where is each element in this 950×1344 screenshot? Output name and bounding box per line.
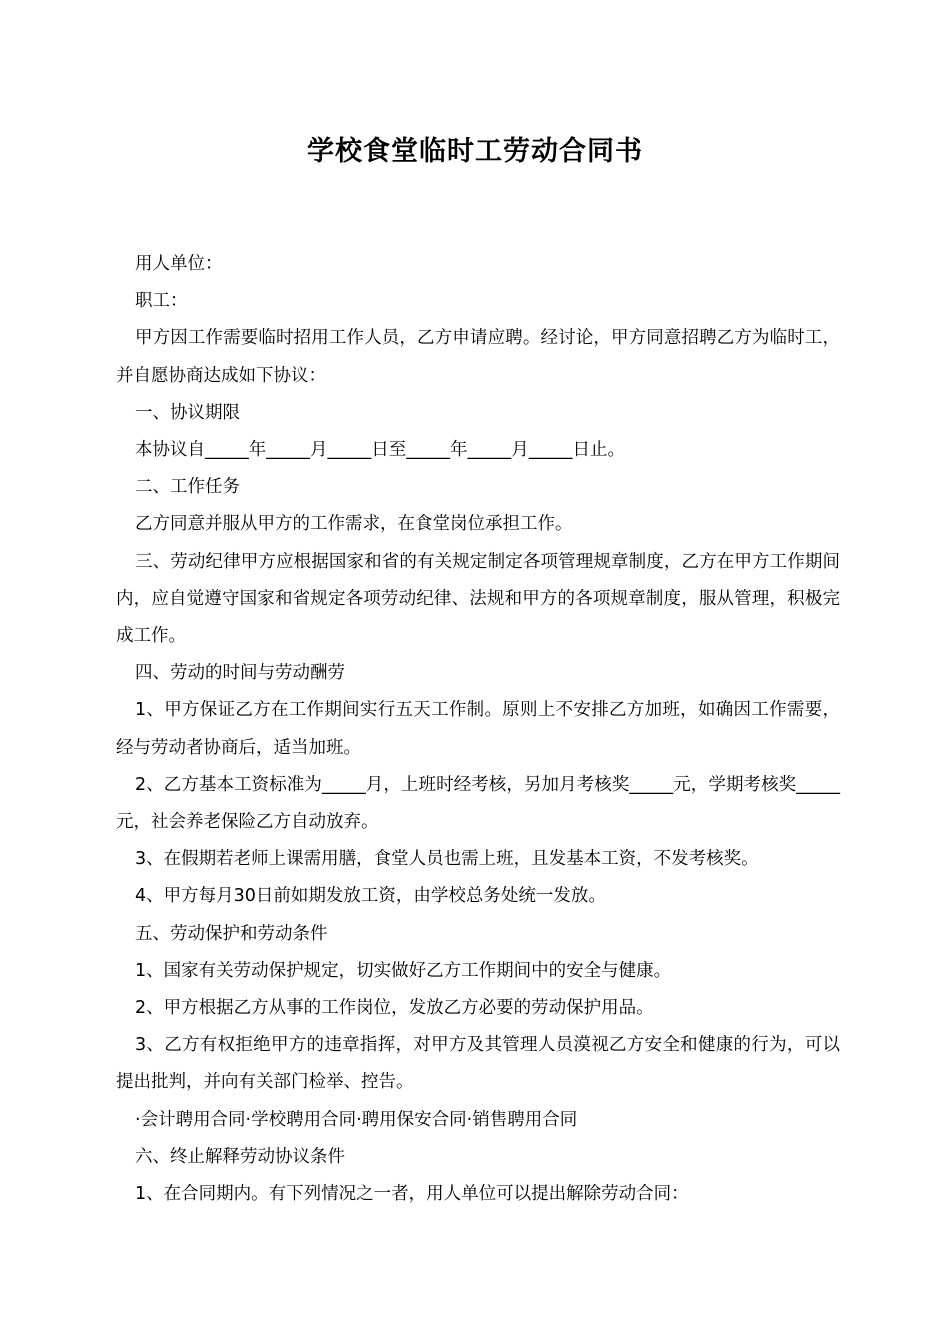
paragraph-hours-1: 1、甲方保证乙方在工作期间实行五天工作制。原则上不安排乙方加班，如确因工作需要，经与劳动者协商后，适当加班。	[116, 700, 840, 758]
paragraph-protection-3: 3、乙方有权拒绝甲方的违章指挥，对甲方及其管理人员漠视乙方安全和健康的行为，可以提出批判，并向有关部门检举、控告。	[116, 1035, 840, 1093]
section-heading-tasks: 二、工作任务	[135, 477, 240, 498]
document-body	[116, 246, 840, 1213]
paragraph-employer: 用人单位：	[135, 254, 223, 274]
paragraph-discipline: 三、劳动纪律甲方应根据国家和省的有关规定制定各项管理规章制度，乙方在甲方工作期间内，应自觉遵守国家和省规定各项劳动纪律、法规和甲方的各项规章制度，服从管理，积极完成工作。	[116, 551, 840, 647]
document-title: 学校食堂临时工劳动合同书	[307, 136, 643, 167]
paragraph-protection-1: 1、国家有关劳动保护规定，切实做好乙方工作期间中的安全与健康。	[135, 960, 672, 981]
paragraph-employee: 职工：	[135, 291, 188, 312]
section-heading-protection: 五、劳动保护和劳动条件	[135, 923, 328, 944]
paragraph-pay-3: 3、在假期若老师上课需用膳，食堂人员也需上班，且发基本工资，不发考核奖。	[135, 849, 759, 870]
section-heading-termination: 六、终止解释劳动协议条件	[135, 1146, 345, 1167]
section-heading-term: 一、协议期限	[135, 402, 240, 423]
paragraph-tasks: 乙方同意并服从甲方的工作需求，在食堂岗位承担工作。	[135, 514, 573, 535]
related-contracts-line: ·会计聘用合同·学校聘用合同·聘用保安合同·销售聘用合同	[135, 1109, 578, 1130]
paragraph-protection-2: 2、甲方根据乙方从事的工作岗位，发放乙方必要的劳动保护用品。	[135, 998, 654, 1019]
paragraph-intro: 甲方因工作需要临时招用工作人员，乙方申请应聘。经讨论，甲方同意招聘乙方为临时工，并自愿协商达成如下协议：	[116, 328, 840, 386]
paragraph-pay-4: 4、甲方每月30日前如期发放工资，由学校总务处统一发放。	[135, 886, 606, 907]
paragraph-pay-2: 2、乙方基本工资标准为_____月，上班时经考核，另加月考核奖_____元，学期考核奖_____元，社会养老保险乙方自动放弃。	[116, 774, 840, 833]
paragraph-term-dates: 本协议自_____年_____月_____日至_____年_____月_____日止。	[135, 440, 625, 461]
section-heading-hours-pay: 四、劳动的时间与劳动酬劳	[135, 663, 345, 684]
paragraph-termination-1: 1、在合同期内。有下列情况之一者，用人单位可以提出解除劳动合同：	[135, 1184, 689, 1205]
